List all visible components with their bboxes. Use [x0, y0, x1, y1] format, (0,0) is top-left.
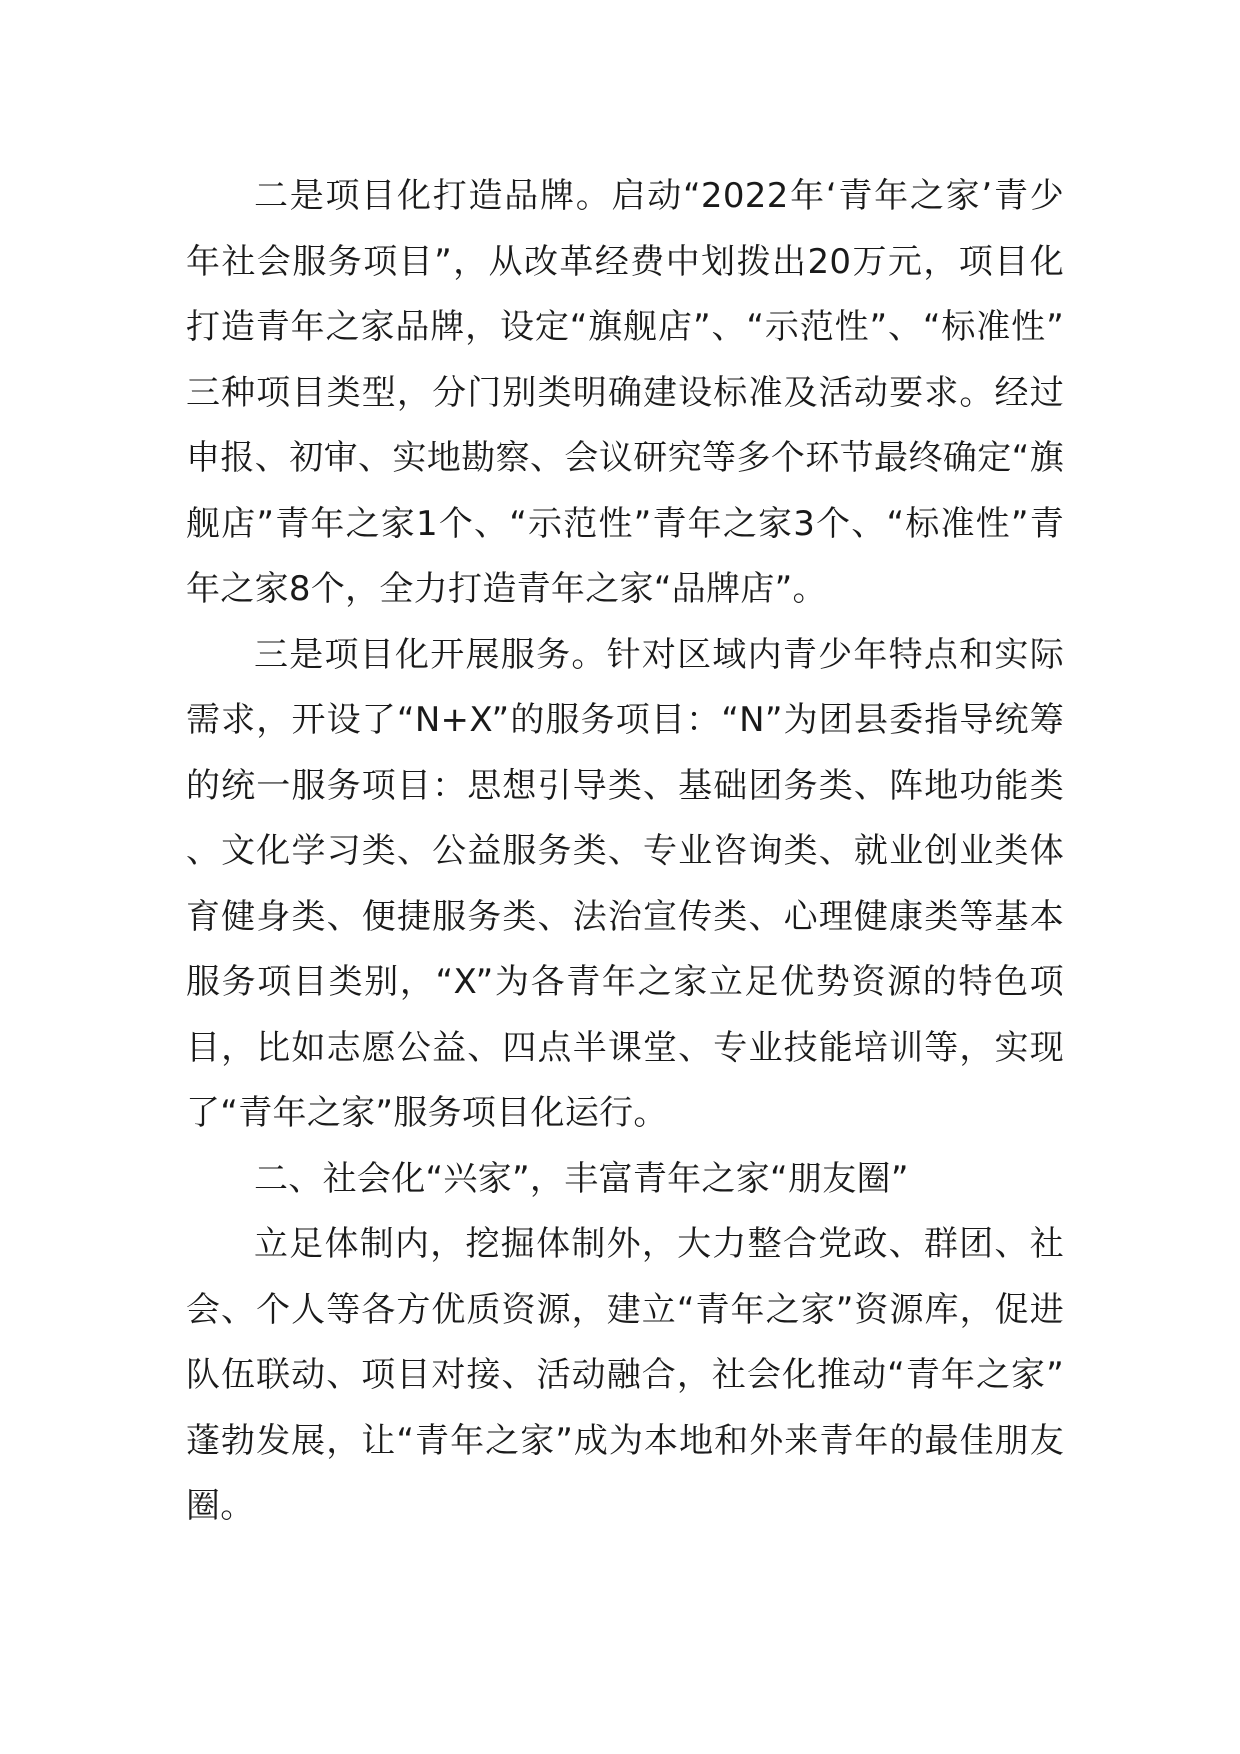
paragraph-project-branding: 二是项目化打造品牌。启动“2022年‘青年之家’青少年社会服务项目”，从改革经费中划拨出20万元，项目化打造青年之家品牌，设定“旗舰店”、“示范性”、“标准性”三种项目类型，分门别类明确建设标准及活动要求。经过申报、初审、实地勘察、会议研究等多个环节最终确定“旗舰店”青年之家1个、“示范性”青年之家3个、“标准性”青年之家8个，全力打造青年之家“品牌店”。 [186, 176, 1064, 609]
document-body [186, 164, 1064, 1540]
section-heading-socialization: 二、社会化“兴家”，丰富青年之家“朋友圈” [254, 1158, 909, 1199]
paragraph-resource-integration: 立足体制内，挖掘体制外，大力整合党政、群团、社会、个人等各方优质资源，建立“青年之家”资源库，促进队伍联动、项目对接、活动融合，社会化推动“青年之家”蓬勃发展，让“青年之家”成为本地和外来青年的最佳朋友圈。 [186, 1224, 1064, 1526]
paragraph-project-services: 三是项目化开展服务。针对区域内青少年特点和实际需求，开设了“N+X”的服务项目：“N”为团县委指导统筹的统一服务项目：思想引导类、基础团务类、阵地功能类、文化学习类、公益服务类、专业咨询类、就业创业类体育健身类、便捷服务类、法治宣传类、心理健康类等基本服务项目类别，“X”为各青年之家立足优势资源的特色项目，比如志愿公益、四点半课堂、专业技能培训等，实现了“青年之家”服务项目化运行。 [186, 634, 1064, 1133]
